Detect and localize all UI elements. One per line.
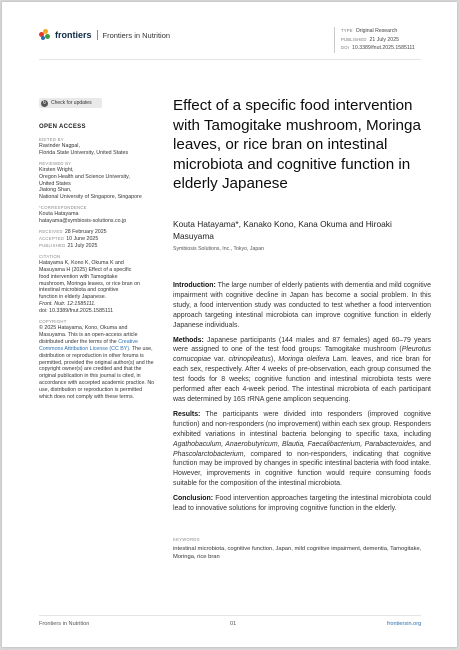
footer-divider bbox=[39, 615, 421, 616]
abstract-introduction: Introduction: The large number of elderly patients with dementia and mild cognitive impairment with cognitive decline in Japan has become a social problem. In this study, a food intervention study was conducted to test whether a food intervention approach targeting intestinal microbiota can improve cognitive function in elderly Japanese individuals. bbox=[173, 282, 431, 329]
footer-site-link[interactable]: frontiersin.org bbox=[387, 621, 422, 627]
meta-doi[interactable]: DOI 10.3389/fnut.2025.1585111 bbox=[341, 45, 415, 51]
correspondence: *CORRESPONDENCE Kouta Hatayama hatayama@symbiosis-solutions.co.jp bbox=[39, 205, 156, 225]
frontiers-logo-icon bbox=[39, 29, 51, 41]
reviewed-by: REVIEWED BY Kirsten Wright, Oregon Health and Science University, United States Jiatong Shan, National University of Singapore, Singapore bbox=[39, 160, 142, 201]
abstract-conclusion: Conclusion: Food intervention approaches targeting the intestinal microbiota could lead to innovative solutions for improving cognitive function in the elderly. bbox=[173, 495, 431, 513]
article-meta bbox=[334, 27, 415, 53]
page-number: 01 bbox=[230, 621, 237, 627]
header-divider bbox=[39, 59, 421, 60]
affiliation: Symbiosis Solutions, Inc., Tokyo, Japan bbox=[173, 246, 265, 252]
copyright: COPYRIGHT © 2025 Hatayama, Kono, Okuma and Masuyama. This is an open-access article distributed under the terms of the Creative Commons Attribution License (CC BY). The use, distribution or reproduction in other forums is permitted, provided the original author(s) and the copyright owner(s) are credited and that the original publication in this journal is cited, in accordance with accepted academic practice. No use, distribution or reproduction is permitted which does not comply with these terms. bbox=[39, 319, 155, 401]
abstract-methods: Methods: Japanese participants (144 males and 87 females) aged 60–79 years were assigned to one of the test food groups: Tamogitake mushroom (Pleurotus cornucopiae var. citrinopileatus), Moringa oleifera Lam. leaves, and rice bran for each sex, respectively. After 4 weeks of pre-observation, each group consumed the test foods for 8 weeks; cognitive function and intestinal microbiota tests were performed after each 4-week period. The intestinal microbiota of each participant was determined by 16S rRNA gene amplicon sequencing. bbox=[173, 336, 431, 403]
refresh-icon: ↻ bbox=[42, 99, 47, 106]
meta-type: TYPE Original Research bbox=[341, 28, 398, 34]
open-access-label: OPEN ACCESS bbox=[39, 124, 86, 130]
keywords: KEYWORDS intestinal microbiota, cognitive function, Japan, mild cognitive impairment, dementia, Tamogitake, Moringa, rice bran bbox=[173, 537, 431, 561]
check-for-updates-button[interactable] bbox=[39, 98, 102, 108]
article-page bbox=[2, 2, 457, 647]
keywords-text: intestinal microbiota, cognitive function, Japan, mild cognitive impairment, dementia, Tamogitake, Moringa, rice bran bbox=[173, 546, 422, 561]
meta-published: PUBLISHED 21 July 2025 bbox=[341, 36, 399, 43]
footer-journal[interactable]: Frontiers in Nutrition bbox=[39, 621, 90, 627]
journal-link[interactable]: Frontiers in Nutrition bbox=[102, 30, 171, 40]
citation-doi[interactable]: doi: 10.3389/fnut.2025.1585111 bbox=[39, 308, 114, 315]
author-list[interactable]: Kouta Hatayama*, Kanako Kono, Kana Okuma and Hiroaki Masuyama bbox=[173, 219, 392, 241]
logo-divider bbox=[97, 30, 98, 40]
abstract-results: Results: The participants were divided into responders (improved cognitive function) and non-responders (no improvement) within each sex group. Responders exhibited variations in intestinal bacteria belonging to specific taxa, including Agathobaculum, Anaerobutyricum, Blautia, Faecalibacterium, Parabacteroides, and Phascolarctobacterium, compared to non-responders, indicating that cognitive function may be improved by changes in specific intestinal bacteria with food intake. However, improvements in cognitive function would require consuming foods suitable for the composition of the intestinal microbiota. bbox=[173, 410, 431, 488]
article-dates: RECEIVED 28 February 2025 ACCEPTED 10 June 2025 PUBLISHED 21 July 2025 bbox=[39, 229, 107, 249]
edited-by: EDITED BY Ravinder Nagpal, Florida State University, United States bbox=[39, 136, 129, 156]
article-title: Effect of a specific food intervention with Tamogitake mushroom, Moringa leaves, or rice bran on intestinal microbiota and cognitive function in elderly Japanese bbox=[173, 97, 421, 193]
abstract bbox=[173, 281, 431, 519]
frontiers-logo[interactable] bbox=[39, 29, 170, 41]
correspondence-email[interactable]: hatayama@symbiosis-solutions.co.jp bbox=[39, 218, 127, 225]
brand-name: frontiers bbox=[55, 30, 92, 40]
citation: CITATION Hatayama K, Kono K, Okuma K and Masuyama H (2025) Effect of a specific food intervention with Tamogitake mushroom, Moringa leaves, or rice bran on intestinal microbiota and cognitive function in elderly Japanese. Front. Nutr. 12:1585111. doi: 10.3389/fnut.2025.1585111 bbox=[39, 254, 156, 315]
license-link[interactable]: Creative Commons Attribution License (CC BY). bbox=[39, 338, 138, 352]
check-updates-label: Check for updates bbox=[51, 100, 92, 106]
sidebar bbox=[39, 124, 156, 405]
